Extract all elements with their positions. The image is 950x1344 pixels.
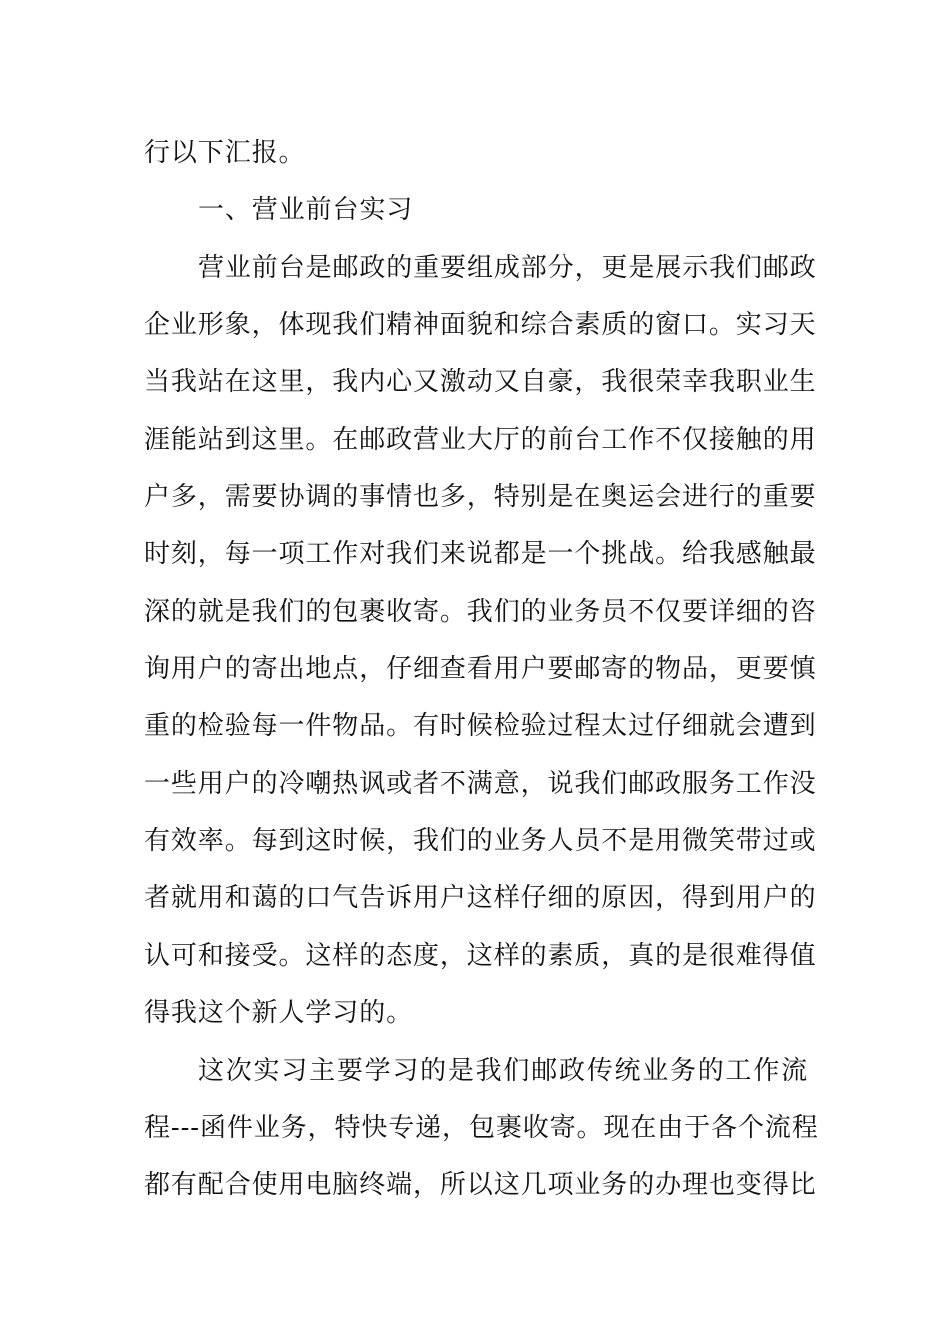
text-line: 一些用户的冷嘲热讽或者不满意，说我们邮政服务工作没 xyxy=(144,768,817,799)
text-line: 企业形象，体现我们精神面貌和综合素质的窗口。实习天 xyxy=(144,310,817,341)
text-line: 营业前台是邮政的重要组成部分，更是展示我们邮政 xyxy=(198,252,817,283)
text-line: 者就用和蔼的口气告诉用户这样仔细的原因，得到用户的 xyxy=(144,883,817,914)
body-text xyxy=(144,125,819,1215)
text-line: 深的就是我们的包裹收寄。我们的业务员不仅要详细的咨 xyxy=(144,596,817,627)
text-line: 户多，需要协调的事情也多，特别是在奥运会进行的重要 xyxy=(144,482,817,513)
text-line: 时刻，每一项工作对我们来说都是一个挑战。给我感触最 xyxy=(144,539,817,570)
section-heading: 一、营业前台实习 xyxy=(198,195,414,226)
text-line: 这次实习主要学习的是我们邮政传统业务的工作流 xyxy=(198,1055,808,1086)
text-line: 询用户的寄出地点，仔细查看用户要邮寄的物品，更要慎 xyxy=(144,654,817,685)
text-line: 当我站在这里，我内心又激动又自豪，我很荣幸我职业生 xyxy=(144,367,817,398)
text-line: 认可和接受。这样的态度，这样的素质，真的是很难得值 xyxy=(144,940,817,971)
text-line: 涯能站到这里。在邮政营业大厅的前台工作不仅接触的用 xyxy=(144,424,817,455)
text-line: 行以下汇报。 xyxy=(144,138,306,168)
text-line: 程---函件业务，特快专递，包裹收寄。现在由于各个流程 xyxy=(144,1112,819,1143)
text-line: 都有配合使用电脑终端，所以这几项业务的办理也变得比 xyxy=(144,1170,817,1201)
text-line: 得我这个新人学习的。 xyxy=(144,998,414,1029)
text-line: 重的检验每一件物品。有时候检验过程太过仔细就会遭到 xyxy=(144,711,817,742)
text-line: 有效率。每到这时候，我们的业务人员不是用微笑带过或 xyxy=(144,826,817,857)
